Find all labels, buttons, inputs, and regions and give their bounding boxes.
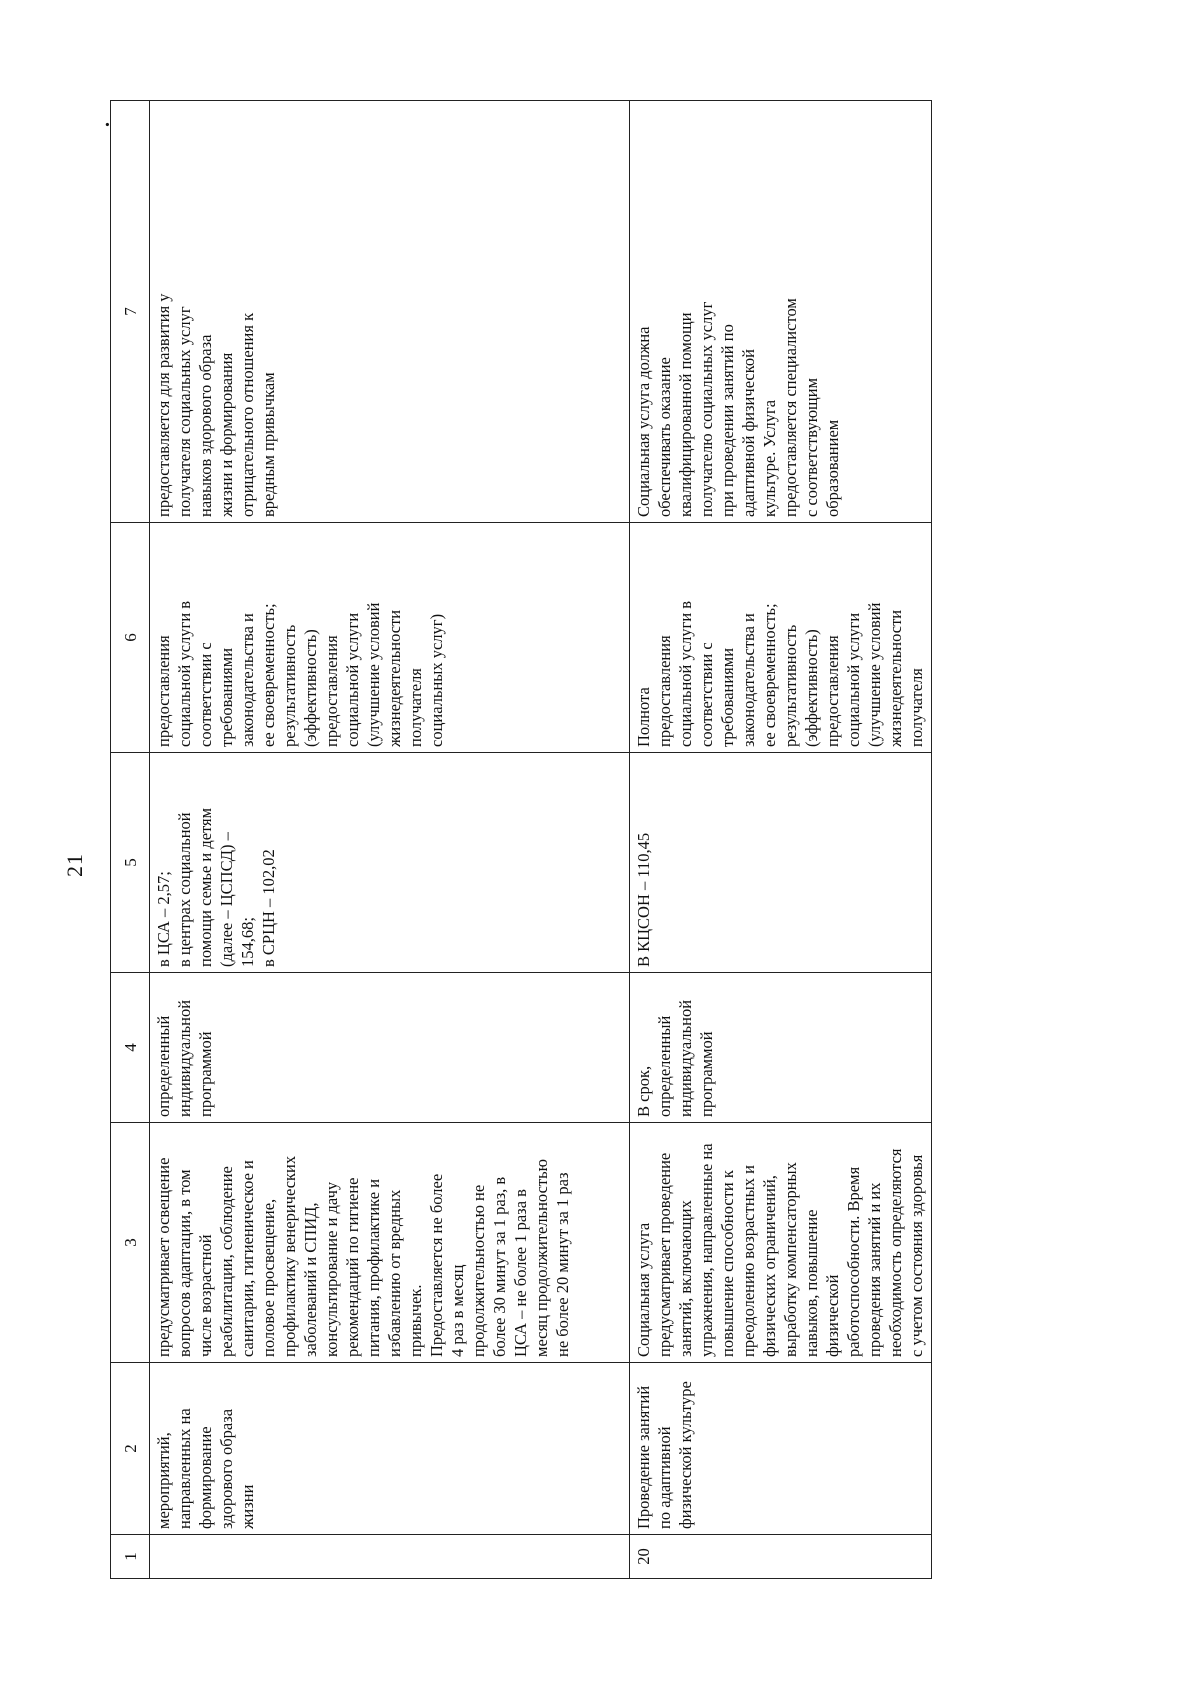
scan-mark: . (92, 122, 114, 127)
header-col-5: 5 (111, 753, 150, 973)
service-tariff: в ЦСА – 2,57; в центрах социальной помощи семье и детям (далее – ЦСПСД) – 154,68; в СРЦН – 102,02 (150, 753, 630, 973)
service-term: В срок, определенный индивидуальной программой (630, 973, 932, 1123)
service-name: Проведение занятий по адаптивной физической культуре (630, 1363, 932, 1535)
header-col-2: 2 (111, 1363, 150, 1535)
service-name: мероприятий, направленных на формирование здорового образа жизни (150, 1363, 630, 1535)
table-row (150, 101, 630, 1579)
header-col-4: 4 (111, 973, 150, 1123)
header-col-3: 3 (111, 1123, 150, 1363)
service-term: определенный индивидуальной программой (150, 973, 630, 1123)
service-conditions: Социальная услуга должна обеспечивать оказание квалифицированной помощи получателю социальных услуг при проведении занятий по адаптивной физической культуре. Услуга предоставляется специалистом с соответствующим образованием (630, 101, 932, 523)
header-col-7: 7 (111, 101, 150, 523)
service-tariff: В КЦСОН – 110,45 (630, 753, 932, 973)
service-description: Социальная услуга предусматривает проведение занятий, включающих упражнения, направленные на повышение способности к преодолению возрастных и физических ограничений, выработку компенсаторных навыков, повышение физической работоспособности. Время проведения занятий и их необходимость определяются с учетом состояния здоровья (630, 1123, 932, 1363)
table-row (630, 101, 932, 1579)
service-conditions: предоставляется для развития у получателя социальных услуг навыков здорового образа жизни и формирования отрицательного отношения к вредным привычкам (150, 101, 630, 523)
header-col-6: 6 (111, 523, 150, 753)
header-col-1: 1 (111, 1535, 150, 1579)
services-table (110, 100, 932, 1579)
service-indicators: предоставления социальной услуги в соответствии с требованиями законодательства и ее своевременность; результативность (эффективность) предоставления социальной услуги (улучшение условий жизнедеятельности получателя социальных услуг) (150, 523, 630, 753)
service-indicators: Полнота предоставления социальной услуги в соответствии с требованиями законодательства и ее своевременность; результативность (эффективность) предоставления социальной услуги (улучшение условий жизнедеятельности получателя (630, 523, 932, 753)
row-number (150, 1535, 630, 1579)
service-description: предусматривает освещение вопросов адаптации, в том числе возрастной реабилитации, соблюдение санитарии, гигиеническое и половое просвещение, профилактику венерических заболеваний и СПИД, консультирование и дачу рекомендаций по гигиене питания, профилактике и избавлению от вредных привычек. Предоставляется не более 4 раз в месяц продолжительностью не более 30 минут за 1 раз, в ЦСА – не более 1 раза в месяц продолжительностью не более 20 минут за 1 раз (150, 1123, 630, 1363)
header-row (111, 101, 150, 1579)
page-number: 21 (62, 853, 87, 877)
row-number: 20 (630, 1535, 932, 1579)
